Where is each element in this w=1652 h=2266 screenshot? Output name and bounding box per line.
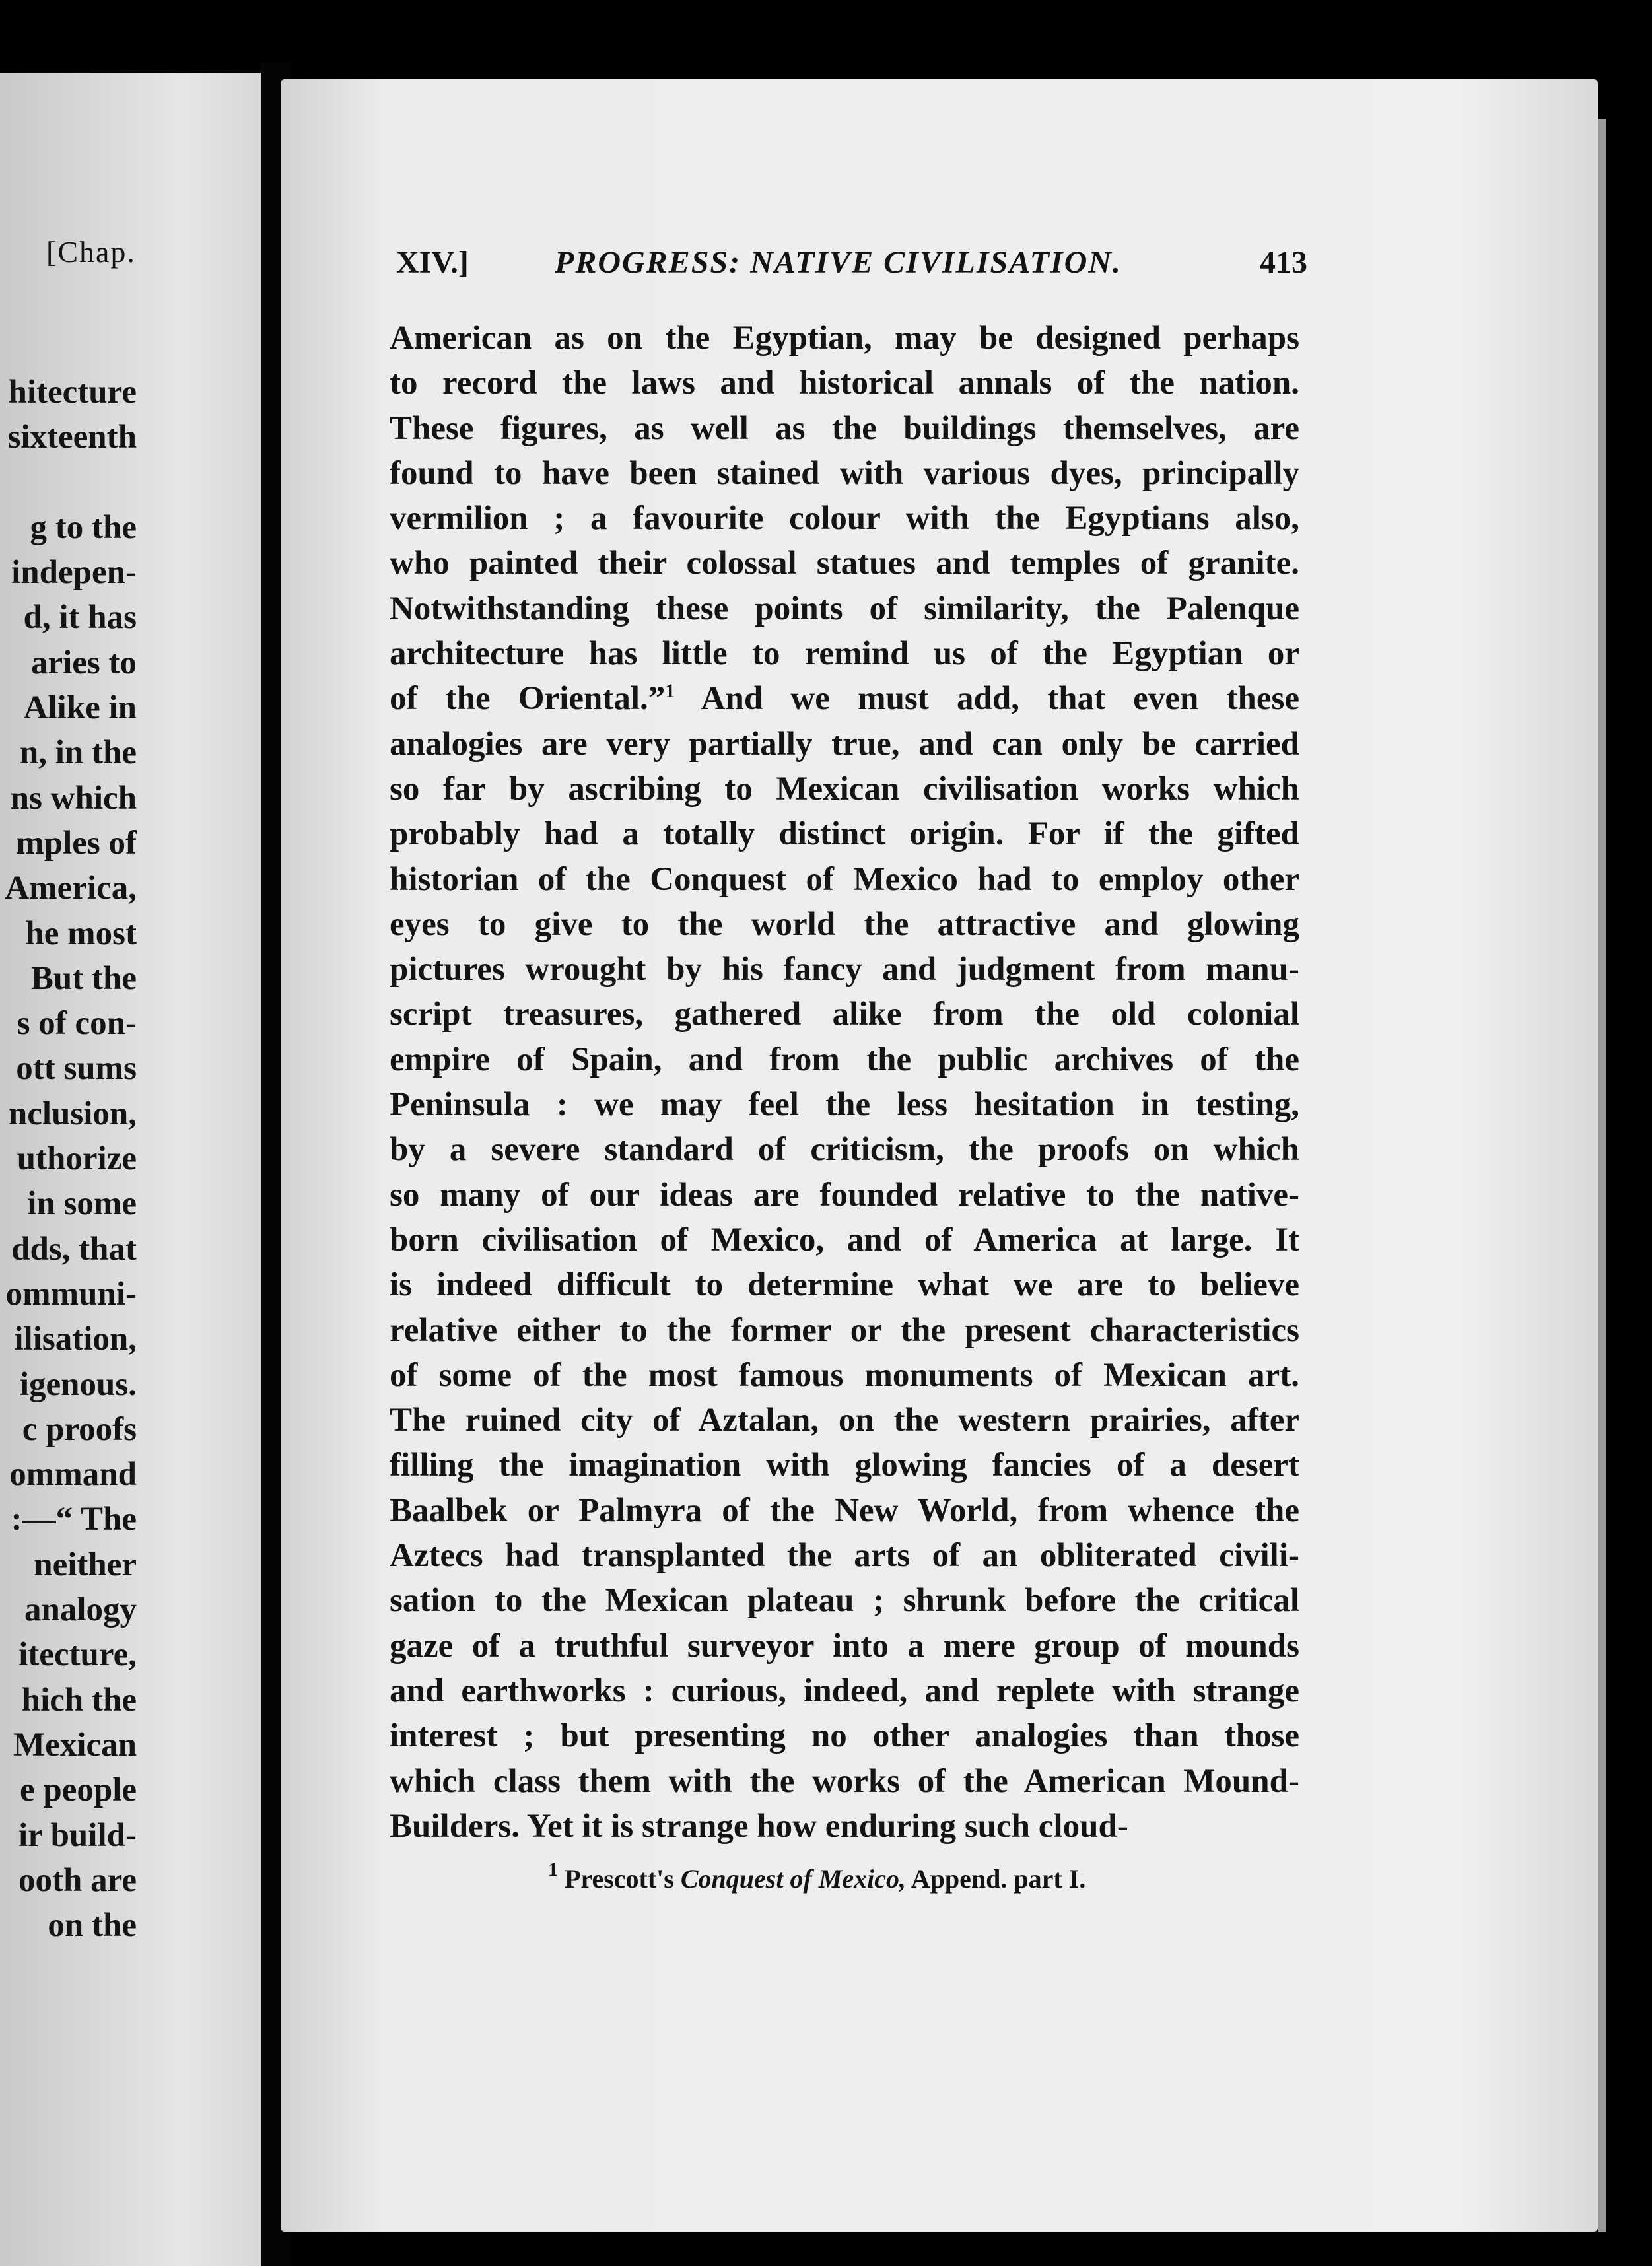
left-line: d, it has <box>23 599 137 636</box>
left-line: indepen- <box>11 554 137 592</box>
left-line: But the <box>30 959 137 997</box>
left-page <box>0 73 261 2266</box>
text-line: historian of the Conquest of Mexico had to employ other <box>390 860 1299 898</box>
text-line: filling the imagination with glowing fancies of a desert <box>390 1447 1299 1484</box>
left-line: :—“ The <box>11 1501 137 1538</box>
footnote-prefix: Prescott's <box>565 1864 674 1894</box>
text-line-with-note <box>390 676 1299 721</box>
line-continuation: And we must add, that even these <box>701 680 1299 718</box>
text-line: Peninsula : we may feel the less hesitation in testing, <box>390 1086 1299 1124</box>
footnote <box>548 1859 1086 1894</box>
left-line: c proofs <box>22 1410 137 1448</box>
left-line: on the <box>48 1907 137 1944</box>
page-number: 413 <box>1260 245 1307 280</box>
text-line: vermilion ; a favourite colour with the Egyptians also, <box>390 500 1299 537</box>
left-line: igenous. <box>19 1365 137 1403</box>
text-line: eyes to give to the world the attractive and glowing <box>390 905 1299 943</box>
left-page-text <box>0 370 137 1948</box>
text-line: empire of Spain, and from the public archives of the <box>390 1041 1299 1078</box>
text-line: born civilisation of Mexico, and of America at large. It <box>390 1221 1299 1258</box>
left-page-header: [Chap. <box>46 235 136 269</box>
left-line: analogy <box>24 1591 137 1629</box>
text-line: interest ; but presenting no other analogies than those <box>390 1717 1299 1755</box>
footnote-reference: 1 <box>665 680 675 703</box>
text-line: sation to the Mexican plateau ; shrunk before the critical <box>390 1582 1299 1620</box>
left-line: America, <box>5 870 137 907</box>
text-line: who painted their colossal statues and temples of granite. <box>390 545 1299 582</box>
left-line: itecture, <box>18 1636 137 1674</box>
left-line: dds, that <box>11 1230 137 1268</box>
text-line: probably had a totally distinct origin. For if the gifted <box>390 815 1299 853</box>
text-line: These figures, as well as the buildings themselves, are <box>390 409 1299 447</box>
left-line: n, in the <box>19 734 137 772</box>
left-line: Alike in <box>23 689 137 727</box>
text-line: The ruined city of Aztalan, on the western prairies, after <box>390 1402 1299 1439</box>
left-line: in some <box>27 1185 137 1223</box>
left-line: hitecture <box>8 374 137 411</box>
text-line: relative either to the former or the present characteristics <box>390 1311 1299 1349</box>
footnote-work-title: Conquest of Mexico, <box>680 1864 906 1894</box>
text-line: found to have been stained with various dyes, principally <box>390 454 1299 492</box>
text-line: script treasures, gathered alike from the old colonial <box>390 996 1299 1033</box>
left-line: uthorize <box>17 1140 137 1178</box>
footnote-marker: 1 <box>548 1859 558 1880</box>
text-line: by a severe standard of criticism, the proofs on which <box>390 1131 1299 1169</box>
running-head <box>396 244 1307 291</box>
left-line: mples of <box>16 824 137 862</box>
left-line <box>0 460 137 505</box>
text-line: pictures wrought by his fancy and judgment from manu- <box>390 951 1299 988</box>
text-line: Aztecs had transplanted the arts of an obliterated civili- <box>390 1537 1299 1575</box>
text-line: of some of the most famous monuments of Mexican art. <box>390 1356 1299 1394</box>
text-line: gaze of a truthful surveyor into a mere group of mounds <box>390 1627 1299 1665</box>
left-line: ir build- <box>18 1816 137 1854</box>
left-line: Mexican <box>13 1726 137 1764</box>
body-text <box>390 316 1299 1849</box>
text-line: which class them with the works of the American Mound- <box>390 1762 1299 1800</box>
running-title: PROGRESS: NATIVE CIVILISATION. <box>555 245 1122 280</box>
text-line: architecture has little to remind us of the Egyptian or <box>390 635 1299 673</box>
text-line: so many of our ideas are founded relative to the native- <box>390 1176 1299 1214</box>
text-line: Builders. Yet it is strange how enduring such cloud- <box>390 1807 1128 1845</box>
left-line: hich the <box>21 1681 137 1719</box>
footnote-suffix: Append. part I. <box>911 1864 1086 1894</box>
quote-end: of the Oriental.” <box>390 680 666 718</box>
text-line: analogies are very partially true, and can only be carried <box>390 725 1299 763</box>
text-line: to record the laws and historical annals of the nation. <box>390 364 1299 402</box>
left-line: s of con- <box>17 1005 137 1043</box>
chapter-number: XIV.] <box>396 245 469 280</box>
page-edge <box>1598 119 1606 2232</box>
left-line: ooth are <box>18 1861 137 1899</box>
left-line: ommand <box>9 1456 137 1494</box>
left-line: nclusion, <box>8 1095 137 1132</box>
text-line: Baalbek or Palmyra of the New World, from whence the <box>390 1492 1299 1529</box>
text-line: and earthworks : curious, indeed, and replete with strange <box>390 1672 1299 1709</box>
text-line: so far by ascribing to Mexican civilisation works which <box>390 770 1299 807</box>
text-line: Notwithstanding these points of similarity, the Palenque <box>390 590 1299 627</box>
left-line: e people <box>19 1771 137 1809</box>
left-line: he most <box>25 914 137 952</box>
left-line: aries to <box>30 644 137 681</box>
left-line: sixteenth <box>7 419 137 456</box>
left-line: g to the <box>30 508 137 546</box>
text-line: American as on the Egyptian, may be designed perhaps <box>390 320 1299 357</box>
text-line: is indeed difficult to determine what we are to believe <box>390 1266 1299 1304</box>
left-line: ott sums <box>16 1050 137 1087</box>
left-line: ilisation, <box>14 1321 137 1358</box>
left-line: ns which <box>10 779 137 817</box>
left-line: ommuni- <box>5 1275 137 1313</box>
left-line: neither <box>34 1546 137 1583</box>
